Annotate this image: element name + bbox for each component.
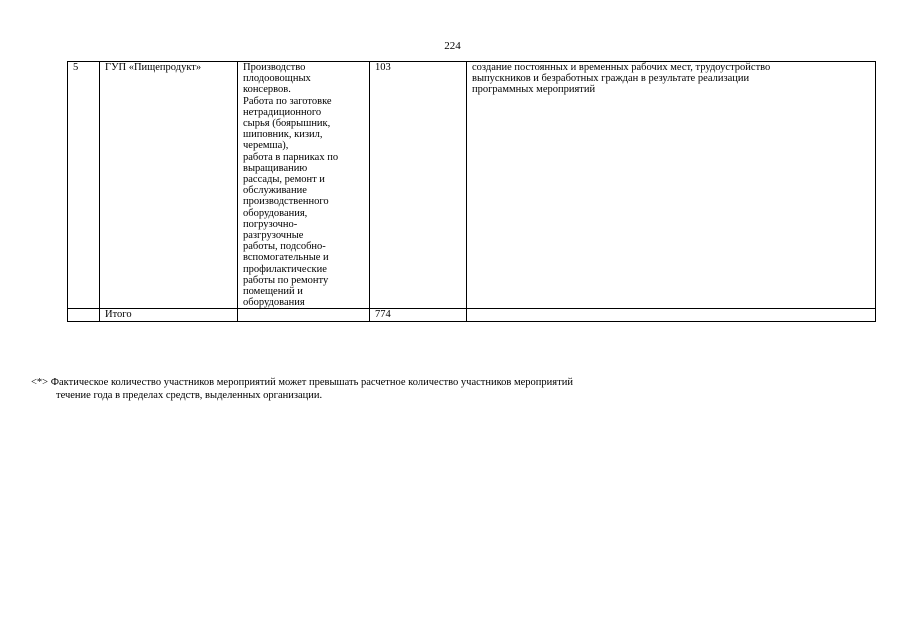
total-count-cell [370,309,467,321]
activity-cell [238,62,370,309]
total-empty-cell [68,309,100,321]
row-number: 5 [73,62,79,73]
page-number: 224 [444,40,461,52]
organization-name: ГУП «Пищепродукт» [105,62,202,73]
table-row [68,62,876,309]
total-empty-cell [467,309,876,321]
organization-cell [100,62,238,309]
total-label-cell [100,309,238,321]
goal-description: создание постоянных и временных рабочих мест, трудоустройство выпускников и безработных граждан в результате реализации программных мероприятий [472,62,771,96]
participant-count: 103 [375,62,391,73]
activity-description: Производство плодоовощных консервов. Работа по заготовке нетрадиционного сырья (боярышник, шиповник, кизил, черемша), работа в парниках по выращиванию рассады, ремонт и обслуживание производственного оборудования, погрузочно- разгрузочные работы, подсобно- вспомогательные и профилактические работы по ремонту помещений и оборудования [243,62,339,309]
row-number-cell [68,62,100,309]
total-label: Итого [105,309,132,321]
footnote [31,376,573,402]
total-empty-cell [238,309,370,321]
footnote-line-1: <*> Фактическое количество участников мероприятий может превышать расчетное количество участников мероприятий [31,377,573,388]
count-cell [370,62,467,309]
footnote-line-2: течение года в пределах средств, выделенных организации. [56,390,323,401]
participants-table [67,61,876,322]
total-row [68,309,876,321]
goal-cell [467,62,876,309]
total-count: 774 [375,309,391,321]
